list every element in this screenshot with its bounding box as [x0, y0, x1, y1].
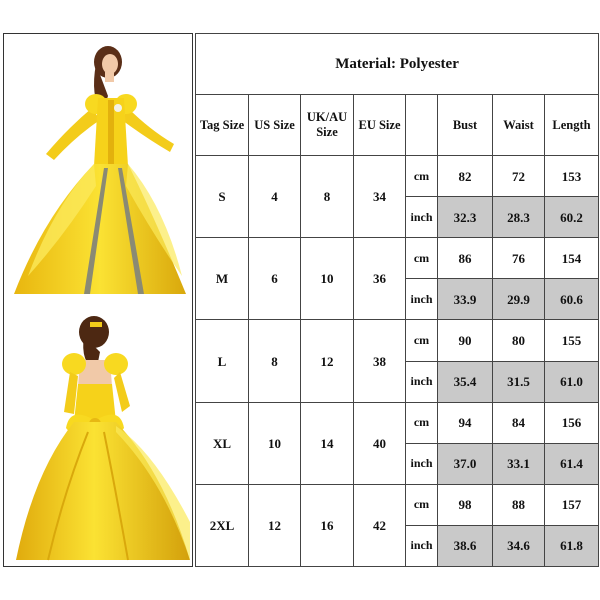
material-row — [196, 34, 599, 95]
length-inch-cell: 61.4 — [545, 443, 599, 484]
size-row-xl-cm — [196, 402, 599, 443]
bust-inch-cell: 35.4 — [438, 361, 493, 402]
unit-inch-label: inch — [406, 443, 438, 484]
bust-inch-cell: 33.9 — [438, 279, 493, 320]
length-inch-cell: 60.2 — [545, 197, 599, 238]
us-size-cell: 4 — [249, 156, 301, 238]
unit-cm-label: cm — [406, 320, 438, 361]
ukau-size-cell: 10 — [301, 238, 354, 320]
header-ukau-size-text: UK/AU Size — [306, 110, 348, 140]
waist-cm-cell: 72 — [493, 156, 545, 197]
unit-inch-label: inch — [406, 361, 438, 402]
bust-cm-cell: 82 — [438, 156, 493, 197]
bust-inch-cell: 38.6 — [438, 525, 493, 566]
unit-inch-label: inch — [406, 197, 438, 238]
us-size-cell: 12 — [249, 484, 301, 566]
waist-cm-cell: 84 — [493, 402, 545, 443]
ukau-size-cell: 14 — [301, 402, 354, 484]
length-cm-cell: 157 — [545, 484, 599, 525]
ukau-size-cell: 8 — [301, 156, 354, 238]
eu-size-cell: 36 — [354, 238, 406, 320]
us-size-cell: 10 — [249, 402, 301, 484]
us-size-cell: 8 — [249, 320, 301, 402]
waist-cm-cell: 88 — [493, 484, 545, 525]
header-us-size: US Size — [249, 95, 301, 156]
length-inch-cell: 61.8 — [545, 525, 599, 566]
bust-inch-cell: 37.0 — [438, 443, 493, 484]
size-row-s-cm — [196, 156, 599, 197]
bust-inch-cell: 32.3 — [438, 197, 493, 238]
eu-size-cell: 34 — [354, 156, 406, 238]
ukau-size-cell: 16 — [301, 484, 354, 566]
unit-cm-label: cm — [406, 156, 438, 197]
size-row-2xl-cm — [196, 484, 599, 525]
tag-size-cell: L — [196, 320, 249, 402]
unit-inch-label: inch — [406, 279, 438, 320]
header-bust: Bust — [438, 95, 493, 156]
bust-cm-cell: 86 — [438, 238, 493, 279]
header-eu-size: EU Size — [354, 95, 406, 156]
unit-cm-label: cm — [406, 402, 438, 443]
material-label: Material: Polyester — [196, 34, 599, 95]
unit-inch-label: inch — [406, 525, 438, 566]
header-unit-blank — [406, 95, 438, 156]
waist-inch-cell: 29.9 — [493, 279, 545, 320]
bust-cm-cell: 98 — [438, 484, 493, 525]
ukau-size-cell: 12 — [301, 320, 354, 402]
header-tag-size: Tag Size — [196, 95, 249, 156]
header-row — [196, 95, 599, 156]
length-cm-cell: 156 — [545, 402, 599, 443]
eu-size-cell: 38 — [354, 320, 406, 402]
eu-size-cell: 40 — [354, 402, 406, 484]
size-row-m-cm — [196, 238, 599, 279]
waist-inch-cell: 33.1 — [493, 443, 545, 484]
length-cm-cell: 153 — [545, 156, 599, 197]
waist-inch-cell: 31.5 — [493, 361, 545, 402]
tag-size-cell: M — [196, 238, 249, 320]
header-waist: Waist — [493, 95, 545, 156]
length-cm-cell: 155 — [545, 320, 599, 361]
waist-cm-cell: 76 — [493, 238, 545, 279]
length-inch-cell: 61.0 — [545, 361, 599, 402]
us-size-cell: 6 — [249, 238, 301, 320]
dress-back-photo — [4, 302, 192, 564]
dress-front-photo — [4, 36, 192, 298]
header-length: Length — [545, 95, 599, 156]
waist-inch-cell: 34.6 — [493, 525, 545, 566]
unit-cm-label: cm — [406, 238, 438, 279]
unit-cm-label: cm — [406, 484, 438, 525]
waist-inch-cell: 28.3 — [493, 197, 545, 238]
length-inch-cell: 60.6 — [545, 279, 599, 320]
product-photo-panel — [3, 33, 193, 567]
waist-cm-cell: 80 — [493, 320, 545, 361]
length-cm-cell: 154 — [545, 238, 599, 279]
bust-cm-cell: 94 — [438, 402, 493, 443]
size-row-l-cm — [196, 320, 599, 361]
tag-size-cell: S — [196, 156, 249, 238]
size-chart-table — [195, 33, 599, 567]
eu-size-cell: 42 — [354, 484, 406, 566]
bust-cm-cell: 90 — [438, 320, 493, 361]
header-ukau-size — [301, 95, 354, 156]
tag-size-cell: 2XL — [196, 484, 249, 566]
tag-size-cell: XL — [196, 402, 249, 484]
